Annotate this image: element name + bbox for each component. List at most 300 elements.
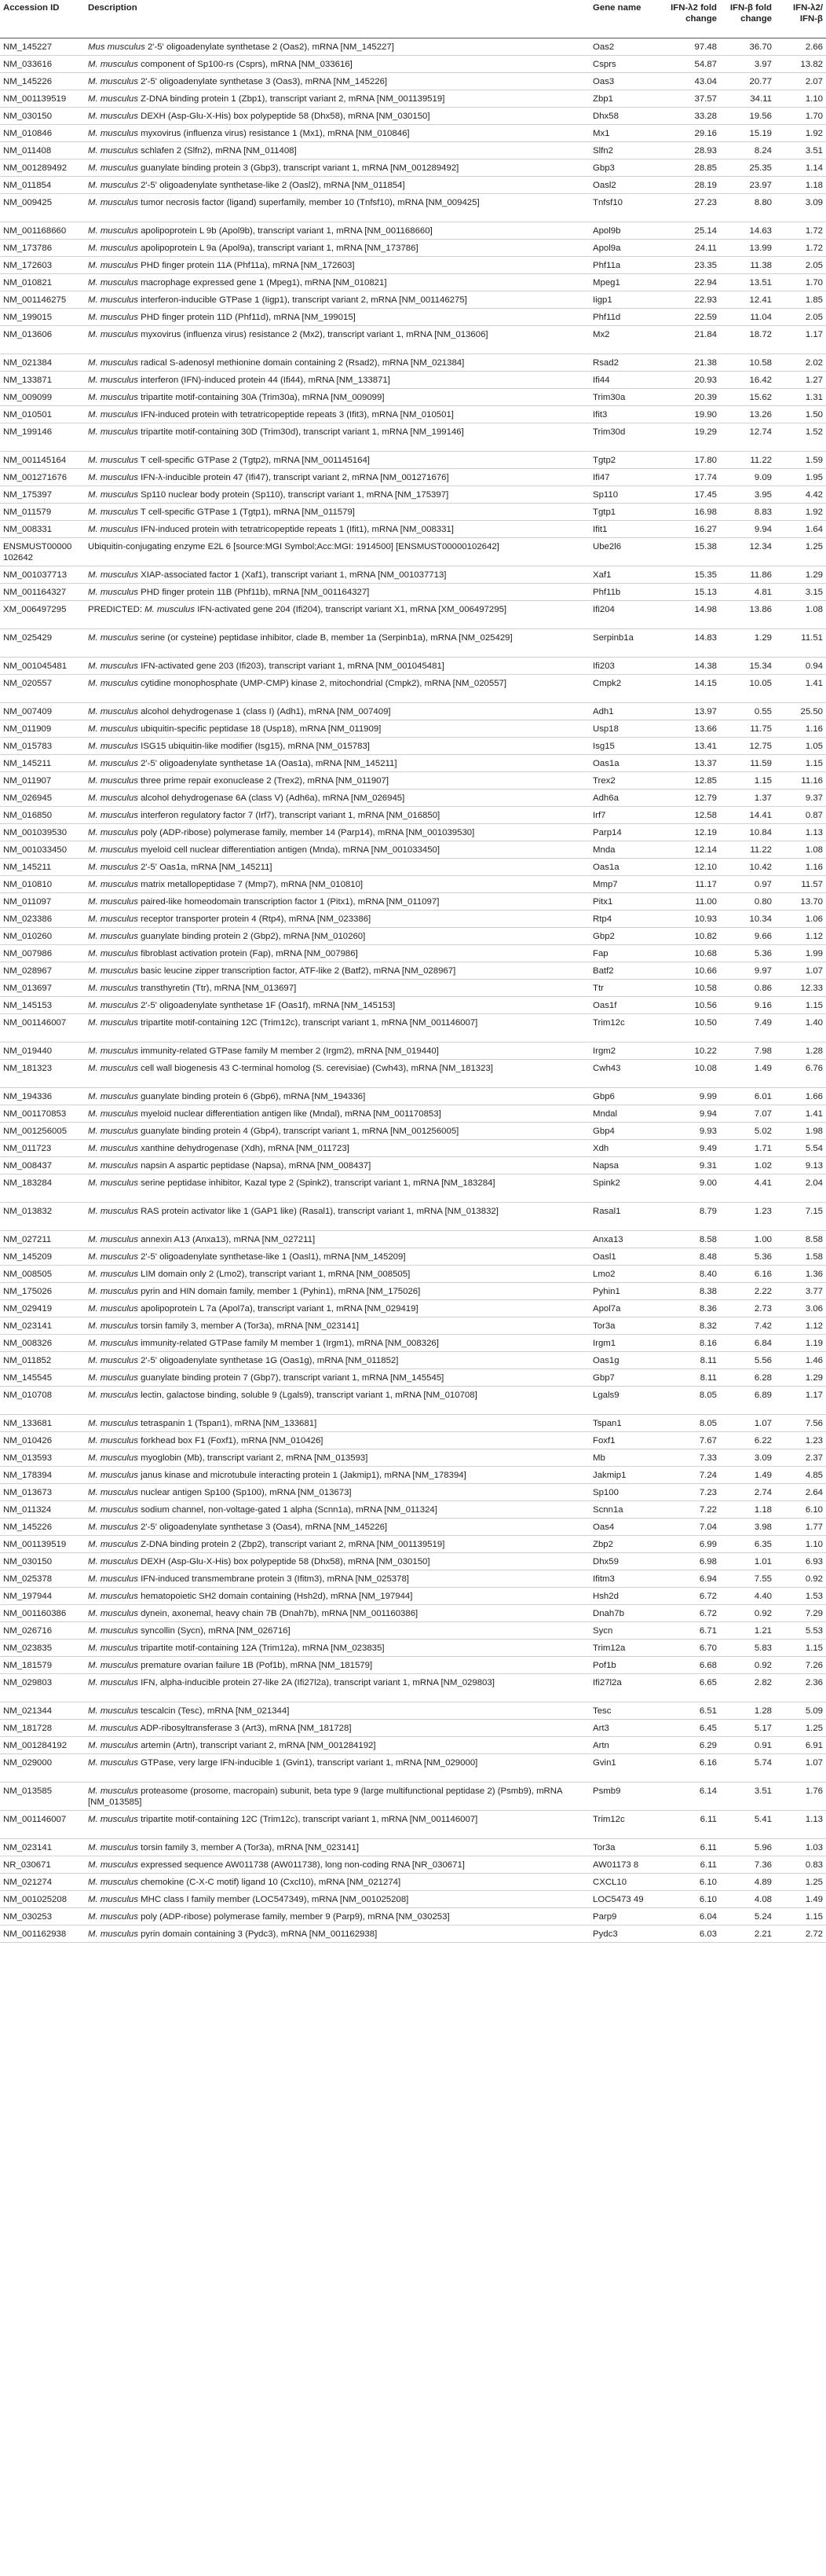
accession-id-cell: NM_007986 xyxy=(0,945,85,962)
gene-name-cell: Gbp2 xyxy=(590,928,665,945)
accession-id-cell: NM_181579 xyxy=(0,1657,85,1674)
ifn-lambda2-cell: 7.33 xyxy=(665,1449,720,1467)
description-cell: M. musculus guanylate binding protein 4 (Gbp4), transcript variant 1, mRNA [NM_001256005] xyxy=(85,1123,590,1140)
accession-id-cell: NM_133681 xyxy=(0,1415,85,1432)
ifn-beta-cell: 9.97 xyxy=(720,962,775,980)
description-cell: M. musculus tripartite motif-containing 30A (Trim30a), mRNA [NM_009099] xyxy=(85,389,590,406)
table-row xyxy=(0,1335,826,1352)
accession-id-cell: NM_029803 xyxy=(0,1674,85,1702)
description-cell: M. musculus DEXH (Asp-Glu-X-His) box polypeptide 58 (Dhx58), mRNA [NM_030150] xyxy=(85,1553,590,1570)
ifn-beta-cell: 5.36 xyxy=(720,1248,775,1266)
ifn-beta-cell: 0.92 xyxy=(720,1657,775,1674)
gene-name-cell: Sp100 xyxy=(590,1484,665,1501)
ratio-cell: 2.37 xyxy=(775,1449,826,1467)
accession-id-cell: NM_016850 xyxy=(0,807,85,824)
description-cell: M. musculus tripartite motif-containing 12A (Trim12a), mRNA [NM_023835] xyxy=(85,1640,590,1657)
accession-id-cell: NM_025429 xyxy=(0,629,85,658)
ifn-lambda2-cell: 10.56 xyxy=(665,997,720,1014)
table-row xyxy=(0,807,826,824)
table-row xyxy=(0,38,826,56)
ifn-beta-cell: 0.80 xyxy=(720,893,775,911)
ifn-lambda2-cell: 37.57 xyxy=(665,90,720,108)
table-row xyxy=(0,1874,826,1891)
description-cell: M. musculus tripartite motif-containing 12C (Trim12c), transcript variant 1, mRNA [NM_001146007] xyxy=(85,1811,590,1839)
table-row xyxy=(0,738,826,755)
accession-id-cell: NM_010260 xyxy=(0,928,85,945)
gene-name-cell: Pyhin1 xyxy=(590,1283,665,1300)
gene-name-cell: CXCL10 xyxy=(590,1874,665,1891)
ifn-lambda2-cell: 12.79 xyxy=(665,790,720,807)
gene-name-cell: Jakmip1 xyxy=(590,1467,665,1484)
ifn-beta-cell: 1.21 xyxy=(720,1622,775,1640)
description-cell: M. musculus receptor transporter protein 4 (Rtp4), mRNA [NM_023386] xyxy=(85,911,590,928)
description-cell: M. musculus expressed sequence AW011738 (AW011738), long non-coding RNA [NR_030671] xyxy=(85,1856,590,1874)
ratio-cell: 1.95 xyxy=(775,469,826,486)
description-cell: M. musculus interferon regulatory factor 7 (Irf7), transcript variant 1, mRNA [NM_016850] xyxy=(85,807,590,824)
table-row xyxy=(0,1140,826,1157)
gene-name-cell: Oas1a xyxy=(590,755,665,772)
ifn-beta-cell: 7.07 xyxy=(720,1105,775,1123)
table-row xyxy=(0,980,826,997)
table-row xyxy=(0,859,826,876)
ifn-beta-cell: 1.07 xyxy=(720,1415,775,1432)
ifn-lambda2-cell: 14.98 xyxy=(665,601,720,629)
ratio-cell: 1.53 xyxy=(775,1588,826,1605)
accession-id-cell: NM_021344 xyxy=(0,1702,85,1720)
ifn-beta-cell: 36.70 xyxy=(720,38,775,56)
ifn-beta-cell: 14.63 xyxy=(720,222,775,240)
ratio-cell: 2.05 xyxy=(775,309,826,326)
gene-name-cell: Oas4 xyxy=(590,1519,665,1536)
table-row xyxy=(0,125,826,142)
ifn-beta-cell: 12.34 xyxy=(720,538,775,566)
accession-id-cell: NM_011854 xyxy=(0,177,85,194)
ratio-cell: 1.08 xyxy=(775,841,826,859)
ifn-lambda2-cell: 10.08 xyxy=(665,1060,720,1088)
ifn-beta-cell: 11.22 xyxy=(720,841,775,859)
ifn-lambda2-cell: 25.14 xyxy=(665,222,720,240)
ifn-lambda2-cell: 6.65 xyxy=(665,1674,720,1702)
gene-name-cell: Ifi27l2a xyxy=(590,1674,665,1702)
table-row xyxy=(0,142,826,159)
ratio-cell: 11.51 xyxy=(775,629,826,658)
ifn-lambda2-cell: 6.70 xyxy=(665,1640,720,1657)
ratio-cell: 12.33 xyxy=(775,980,826,997)
table-row xyxy=(0,521,826,538)
ratio-cell: 1.29 xyxy=(775,566,826,584)
table-row xyxy=(0,584,826,601)
description-cell: M. musculus Z-DNA binding protein 2 (Zbp2), transcript variant 2, mRNA [NM_001139519] xyxy=(85,1536,590,1553)
ifn-beta-cell: 6.22 xyxy=(720,1432,775,1449)
ifn-beta-cell: 2.22 xyxy=(720,1283,775,1300)
table-row xyxy=(0,841,826,859)
gene-name-cell: Tesc xyxy=(590,1702,665,1720)
accession-id-cell: NM_145211 xyxy=(0,859,85,876)
ifn-lambda2-cell: 8.05 xyxy=(665,1415,720,1432)
accession-id-cell: NM_009099 xyxy=(0,389,85,406)
description-cell: M. musculus MHC class I family member (LOC547349), mRNA [NM_001025208] xyxy=(85,1891,590,1908)
description-cell: M. musculus IFN-activated gene 203 (Ifi203), transcript variant 1, mRNA [NM_001045481] xyxy=(85,658,590,675)
table-row xyxy=(0,1467,826,1484)
table-row xyxy=(0,1754,826,1783)
gene-name-cell: Tor3a xyxy=(590,1839,665,1856)
ifn-beta-cell: 9.94 xyxy=(720,521,775,538)
table-row xyxy=(0,423,826,452)
gene-name-cell: Dhx59 xyxy=(590,1553,665,1570)
description-cell: M. musculus guanylate binding protein 7 (Gbp7), transcript variant 1, mRNA [NM_145545] xyxy=(85,1369,590,1387)
accession-id-cell: NM_030253 xyxy=(0,1908,85,1926)
ratio-cell: 1.27 xyxy=(775,372,826,389)
gene-name-cell: Trim12c xyxy=(590,1811,665,1839)
ratio-cell: 1.08 xyxy=(775,601,826,629)
ratio-cell: 1.13 xyxy=(775,1811,826,1839)
table-row xyxy=(0,469,826,486)
ifn-beta-cell: 5.02 xyxy=(720,1123,775,1140)
ifn-lambda2-cell: 12.19 xyxy=(665,824,720,841)
ratio-cell: 1.12 xyxy=(775,1317,826,1335)
gene-name-cell: Zbp1 xyxy=(590,90,665,108)
ratio-cell: 1.28 xyxy=(775,1042,826,1060)
accession-id-cell: NM_020557 xyxy=(0,675,85,703)
gene-name-cell: Apol9b xyxy=(590,222,665,240)
ratio-cell: 7.56 xyxy=(775,1415,826,1432)
ifn-beta-cell: 13.51 xyxy=(720,274,775,291)
ifn-beta-cell: 11.59 xyxy=(720,755,775,772)
description-cell: M. musculus T cell-specific GTPase 1 (Tgtp1), mRNA [NM_011579] xyxy=(85,504,590,521)
ratio-cell: 2.64 xyxy=(775,1484,826,1501)
gene-name-cell: Cmpk2 xyxy=(590,675,665,703)
gene-name-cell: Ttr xyxy=(590,980,665,997)
table-row xyxy=(0,56,826,73)
ifn-lambda2-cell: 9.94 xyxy=(665,1105,720,1123)
ifn-beta-cell: 5.41 xyxy=(720,1811,775,1839)
gene-name-cell: Mmp7 xyxy=(590,876,665,893)
ifn-beta-cell: 23.97 xyxy=(720,177,775,194)
description-cell: M. musculus apolipoprotein L 9a (Apol9a), transcript variant 1, mRNA [NM_173786] xyxy=(85,240,590,257)
table-row xyxy=(0,720,826,738)
description-cell: M. musculus interferon (IFN)-induced protein 44 (Ifi44), mRNA [NM_133871] xyxy=(85,372,590,389)
ifn-lambda2-cell: 54.87 xyxy=(665,56,720,73)
description-cell: M. musculus radical S-adenosyl methionine domain containing 2 (Rsad2), mRNA [NM_021384] xyxy=(85,354,590,372)
ratio-cell: 1.03 xyxy=(775,1839,826,1856)
ifn-beta-cell: 25.35 xyxy=(720,159,775,177)
ifn-beta-cell: 5.74 xyxy=(720,1754,775,1783)
col-gene-name: Gene name xyxy=(590,0,665,38)
ifn-lambda2-cell: 15.13 xyxy=(665,584,720,601)
table-row xyxy=(0,1811,826,1839)
description-cell: M. musculus serine (or cysteine) peptidase inhibitor, clade B, member 1a (Serpinb1a), mRNA [NM_025429] xyxy=(85,629,590,658)
gene-name-cell: Lgals9 xyxy=(590,1387,665,1415)
accession-id-cell: NM_013832 xyxy=(0,1203,85,1231)
ratio-cell: 2.07 xyxy=(775,73,826,90)
ratio-cell: 2.66 xyxy=(775,38,826,56)
ifn-beta-cell: 0.92 xyxy=(720,1605,775,1622)
ifn-lambda2-cell: 11.00 xyxy=(665,893,720,911)
description-cell: M. musculus syncollin (Sycn), mRNA [NM_026716] xyxy=(85,1622,590,1640)
ifn-beta-cell: 14.41 xyxy=(720,807,775,824)
ifn-lambda2-cell: 15.38 xyxy=(665,538,720,566)
gene-name-cell: LOC5473 49 xyxy=(590,1891,665,1908)
ifn-beta-cell: 13.99 xyxy=(720,240,775,257)
ifn-lambda2-cell: 6.45 xyxy=(665,1720,720,1737)
description-cell: M. musculus component of Sp100-rs (Csprs), mRNA [NM_033616] xyxy=(85,56,590,73)
ifn-lambda2-cell: 10.82 xyxy=(665,928,720,945)
ifn-lambda2-cell: 6.94 xyxy=(665,1570,720,1588)
accession-id-cell: ENSMUST00000 102642 xyxy=(0,538,85,566)
table-row xyxy=(0,194,826,222)
gene-name-cell: Tgtp2 xyxy=(590,452,665,469)
accession-id-cell: NM_181728 xyxy=(0,1720,85,1737)
ifn-lambda2-cell: 20.39 xyxy=(665,389,720,406)
ifn-lambda2-cell: 8.11 xyxy=(665,1352,720,1369)
ifn-beta-cell: 11.86 xyxy=(720,566,775,584)
description-cell: M. musculus 2'-5' oligoadenylate synthetase-like 1 (Oasl1), mRNA [NM_145209] xyxy=(85,1248,590,1266)
ratio-cell: 1.13 xyxy=(775,824,826,841)
gene-name-cell: Mx2 xyxy=(590,326,665,354)
accession-id-cell: NM_001045481 xyxy=(0,658,85,675)
accession-id-cell: NM_001164327 xyxy=(0,584,85,601)
ifn-beta-cell: 6.28 xyxy=(720,1369,775,1387)
table-row xyxy=(0,772,826,790)
gene-name-cell: Oas1a xyxy=(590,859,665,876)
ifn-beta-cell: 1.15 xyxy=(720,772,775,790)
description-cell: M. musculus immunity-related GTPase family M member 2 (Irgm2), mRNA [NM_019440] xyxy=(85,1042,590,1060)
ratio-cell: 1.25 xyxy=(775,1874,826,1891)
ifn-beta-cell: 4.08 xyxy=(720,1891,775,1908)
ifn-beta-cell: 1.28 xyxy=(720,1702,775,1720)
accession-id-cell: NM_145226 xyxy=(0,1519,85,1536)
gene-name-cell: Pof1b xyxy=(590,1657,665,1674)
accession-id-cell: NM_001139519 xyxy=(0,90,85,108)
gene-name-cell: Fap xyxy=(590,945,665,962)
description-cell: PREDICTED: M. musculus IFN-activated gene 204 (Ifi204), transcript variant X1, mRNA [XM_006497295] xyxy=(85,601,590,629)
description-cell: M. musculus Sp110 nuclear body protein (Sp110), transcript variant 1, mRNA [NM_175397] xyxy=(85,486,590,504)
ratio-cell: 2.36 xyxy=(775,1674,826,1702)
table-row xyxy=(0,945,826,962)
ifn-lambda2-cell: 6.72 xyxy=(665,1605,720,1622)
accession-id-cell: NM_011579 xyxy=(0,504,85,521)
gene-name-cell: Adh1 xyxy=(590,703,665,720)
description-cell: M. musculus chemokine (C-X-C motif) ligand 10 (Cxcl10), mRNA [NM_021274] xyxy=(85,1874,590,1891)
gene-name-cell: Trim12a xyxy=(590,1640,665,1657)
accession-id-cell: NM_145211 xyxy=(0,755,85,772)
ifn-lambda2-cell: 15.35 xyxy=(665,566,720,584)
ifn-beta-cell: 12.75 xyxy=(720,738,775,755)
col-ifn-beta-fold-change: IFN-β fold change xyxy=(720,0,775,38)
description-cell: M. musculus ubiquitin-specific peptidase 18 (Usp18), mRNA [NM_011909] xyxy=(85,720,590,738)
table-row xyxy=(0,354,826,372)
ratio-cell: 1.98 xyxy=(775,1123,826,1140)
description-cell: M. musculus 2'-5' Oas1a, mRNA [NM_145211] xyxy=(85,859,590,876)
table-row xyxy=(0,240,826,257)
gene-name-cell: Tgtp1 xyxy=(590,504,665,521)
ifn-lambda2-cell: 10.66 xyxy=(665,962,720,980)
ifn-beta-cell: 18.72 xyxy=(720,326,775,354)
ratio-cell: 1.17 xyxy=(775,1387,826,1415)
description-cell: M. musculus RAS protein activator like 1 (GAP1 like) (Rasal1), transcript variant 1, mRNA [NM_013832] xyxy=(85,1203,590,1231)
gene-name-cell: Tnfsf10 xyxy=(590,194,665,222)
description-cell: M. musculus poly (ADP-ribose) polymerase family, member 14 (Parp14), mRNA [NM_001039530] xyxy=(85,824,590,841)
ratio-cell: 7.15 xyxy=(775,1203,826,1231)
ratio-cell: 7.26 xyxy=(775,1657,826,1674)
table-row xyxy=(0,566,826,584)
description-cell: M. musculus IFN-induced transmembrane protein 3 (Ifitm3), mRNA [NM_025378] xyxy=(85,1570,590,1588)
col-description: Description xyxy=(85,0,590,38)
table-row xyxy=(0,1352,826,1369)
description-cell: M. musculus guanylate binding protein 6 (Gbp6), mRNA [NM_194336] xyxy=(85,1088,590,1105)
ifn-beta-cell: 1.23 xyxy=(720,1203,775,1231)
description-cell: M. musculus IFN-λ-inducible protein 47 (Ifi47), transcript variant 2, mRNA [NM_001271676] xyxy=(85,469,590,486)
ratio-cell: 11.57 xyxy=(775,876,826,893)
ifn-lambda2-cell: 16.27 xyxy=(665,521,720,538)
gene-name-cell: Gvin1 xyxy=(590,1754,665,1783)
ifn-lambda2-cell: 29.16 xyxy=(665,125,720,142)
description-cell: M. musculus guanylate binding protein 3 (Gbp3), transcript variant 1, mRNA [NM_001289492] xyxy=(85,159,590,177)
ratio-cell: 3.06 xyxy=(775,1300,826,1317)
ratio-cell: 11.16 xyxy=(775,772,826,790)
ifn-beta-cell: 8.24 xyxy=(720,142,775,159)
ifn-lambda2-cell: 21.84 xyxy=(665,326,720,354)
description-cell: M. musculus tripartite motif-containing 30D (Trim30d), transcript variant 1, mRNA [NM_199146] xyxy=(85,423,590,452)
accession-id-cell: NM_172603 xyxy=(0,257,85,274)
table-row xyxy=(0,504,826,521)
ifn-beta-cell: 0.97 xyxy=(720,876,775,893)
ifn-lambda2-cell: 9.99 xyxy=(665,1088,720,1105)
ifn-lambda2-cell: 17.74 xyxy=(665,469,720,486)
gene-name-cell: Art3 xyxy=(590,1720,665,1737)
accession-id-cell: NM_030150 xyxy=(0,1553,85,1570)
accession-id-cell: NM_026945 xyxy=(0,790,85,807)
accession-id-cell: NM_033616 xyxy=(0,56,85,73)
ifn-beta-cell: 11.38 xyxy=(720,257,775,274)
table-row xyxy=(0,1553,826,1570)
description-cell: M. musculus janus kinase and microtubule interacting protein 1 (Jakmip1), mRNA [NM_178394] xyxy=(85,1467,590,1484)
ratio-cell: 1.46 xyxy=(775,1352,826,1369)
gene-name-cell: Apol9a xyxy=(590,240,665,257)
ifn-beta-cell: 13.26 xyxy=(720,406,775,423)
accession-id-cell: NM_175397 xyxy=(0,486,85,504)
ifn-beta-cell: 15.19 xyxy=(720,125,775,142)
ifn-lambda2-cell: 6.10 xyxy=(665,1891,720,1908)
ratio-cell: 1.15 xyxy=(775,755,826,772)
ifn-beta-cell: 1.49 xyxy=(720,1467,775,1484)
ratio-cell: 1.92 xyxy=(775,504,826,521)
description-cell: M. musculus myoglobin (Mb), transcript variant 2, mRNA [NM_013593] xyxy=(85,1449,590,1467)
gene-name-cell: Tor3a xyxy=(590,1317,665,1335)
accession-id-cell: NM_001146275 xyxy=(0,291,85,309)
ifn-beta-cell: 10.05 xyxy=(720,675,775,703)
accession-id-cell: NM_183284 xyxy=(0,1174,85,1203)
accession-id-cell: NM_027211 xyxy=(0,1231,85,1248)
table-row xyxy=(0,997,826,1014)
description-cell: M. musculus XIAP-associated factor 1 (Xaf1), transcript variant 1, mRNA [NM_001037713] xyxy=(85,566,590,584)
gene-name-cell: Pitx1 xyxy=(590,893,665,911)
ifn-beta-cell: 4.41 xyxy=(720,1174,775,1203)
ifn-beta-cell: 0.55 xyxy=(720,703,775,720)
description-cell: M. musculus xanthine dehydrogenase (Xdh), mRNA [NM_011723] xyxy=(85,1140,590,1157)
ratio-cell: 1.10 xyxy=(775,90,826,108)
accession-id-cell: NM_011408 xyxy=(0,142,85,159)
description-cell: M. musculus three prime repair exonuclease 2 (Trex2), mRNA [NM_011907] xyxy=(85,772,590,790)
ratio-cell: 1.07 xyxy=(775,962,826,980)
ifn-beta-cell: 12.74 xyxy=(720,423,775,452)
table-row xyxy=(0,1283,826,1300)
ifn-beta-cell: 20.77 xyxy=(720,73,775,90)
accession-id-cell: NM_199146 xyxy=(0,423,85,452)
ifn-beta-cell: 7.55 xyxy=(720,1570,775,1588)
table-row xyxy=(0,108,826,125)
gene-name-cell: Phf11a xyxy=(590,257,665,274)
description-cell: M. musculus 2'-5' oligoadenylate synthetase 1A (Oas1a), mRNA [NM_145211] xyxy=(85,755,590,772)
gene-name-cell: Trim12c xyxy=(590,1014,665,1042)
ifn-lambda2-cell: 7.23 xyxy=(665,1484,720,1501)
description-cell: M. musculus dynein, axonemal, heavy chain 7B (Dnah7b), mRNA [NM_001160386] xyxy=(85,1605,590,1622)
ifn-lambda2-cell: 22.94 xyxy=(665,274,720,291)
accession-id-cell: NM_023835 xyxy=(0,1640,85,1657)
table-row xyxy=(0,1605,826,1622)
gene-name-cell: Pydc3 xyxy=(590,1926,665,1943)
ifn-lambda2-cell: 6.71 xyxy=(665,1622,720,1640)
description-cell: M. musculus macrophage expressed gene 1 (Mpeg1), mRNA [NM_010821] xyxy=(85,274,590,291)
ifn-lambda2-cell: 12.58 xyxy=(665,807,720,824)
ratio-cell: 1.99 xyxy=(775,945,826,962)
gene-name-cell: Xaf1 xyxy=(590,566,665,584)
gene-name-cell: Batf2 xyxy=(590,962,665,980)
accession-id-cell: NM_010501 xyxy=(0,406,85,423)
accession-id-cell: NM_029000 xyxy=(0,1754,85,1783)
description-cell: M. musculus paired-like homeodomain transcription factor 1 (Pitx1), mRNA [NM_011097] xyxy=(85,893,590,911)
ifn-beta-cell: 2.82 xyxy=(720,1674,775,1702)
ifn-beta-cell: 9.16 xyxy=(720,997,775,1014)
table-row xyxy=(0,1014,826,1042)
table-row xyxy=(0,1042,826,1060)
description-cell: M. musculus Z-DNA binding protein 1 (Zbp1), transcript variant 2, mRNA [NM_001139519] xyxy=(85,90,590,108)
accession-id-cell: NM_001271676 xyxy=(0,469,85,486)
accession-id-cell: NM_010821 xyxy=(0,274,85,291)
ifn-lambda2-cell: 6.03 xyxy=(665,1926,720,1943)
accession-id-cell: NM_008331 xyxy=(0,521,85,538)
table-row xyxy=(0,1657,826,1674)
gene-name-cell: Oas3 xyxy=(590,73,665,90)
table-row xyxy=(0,1588,826,1605)
ifn-beta-cell: 8.83 xyxy=(720,504,775,521)
ifn-lambda2-cell: 9.31 xyxy=(665,1157,720,1174)
accession-id-cell: NR_030671 xyxy=(0,1856,85,1874)
ifn-lambda2-cell: 24.11 xyxy=(665,240,720,257)
accession-id-cell: NM_011723 xyxy=(0,1140,85,1157)
accession-id-cell: NM_001025208 xyxy=(0,1891,85,1908)
ifn-beta-cell: 6.35 xyxy=(720,1536,775,1553)
accession-id-cell: NM_001146007 xyxy=(0,1811,85,1839)
table-row xyxy=(0,755,826,772)
ifn-lambda2-cell: 8.36 xyxy=(665,1300,720,1317)
gene-name-cell: Oas2 xyxy=(590,38,665,56)
gene-name-cell: Parp14 xyxy=(590,824,665,841)
description-cell: M. musculus T cell-specific GTPase 2 (Tgtp2), mRNA [NM_001145164] xyxy=(85,452,590,469)
ifn-lambda2-cell: 28.93 xyxy=(665,142,720,159)
description-cell: M. musculus transthyretin (Ttr), mRNA [NM_013697] xyxy=(85,980,590,997)
gene-name-cell: Rsad2 xyxy=(590,354,665,372)
table-row xyxy=(0,90,826,108)
ifn-beta-cell: 5.17 xyxy=(720,1720,775,1737)
table-row xyxy=(0,274,826,291)
accession-id-cell: NM_023386 xyxy=(0,911,85,928)
description-cell: M. musculus tetraspanin 1 (Tspan1), mRNA [NM_133681] xyxy=(85,1415,590,1432)
accession-id-cell: NM_021274 xyxy=(0,1874,85,1891)
table-row xyxy=(0,1387,826,1415)
ifn-lambda2-cell: 16.98 xyxy=(665,504,720,521)
ifn-lambda2-cell: 8.32 xyxy=(665,1317,720,1335)
